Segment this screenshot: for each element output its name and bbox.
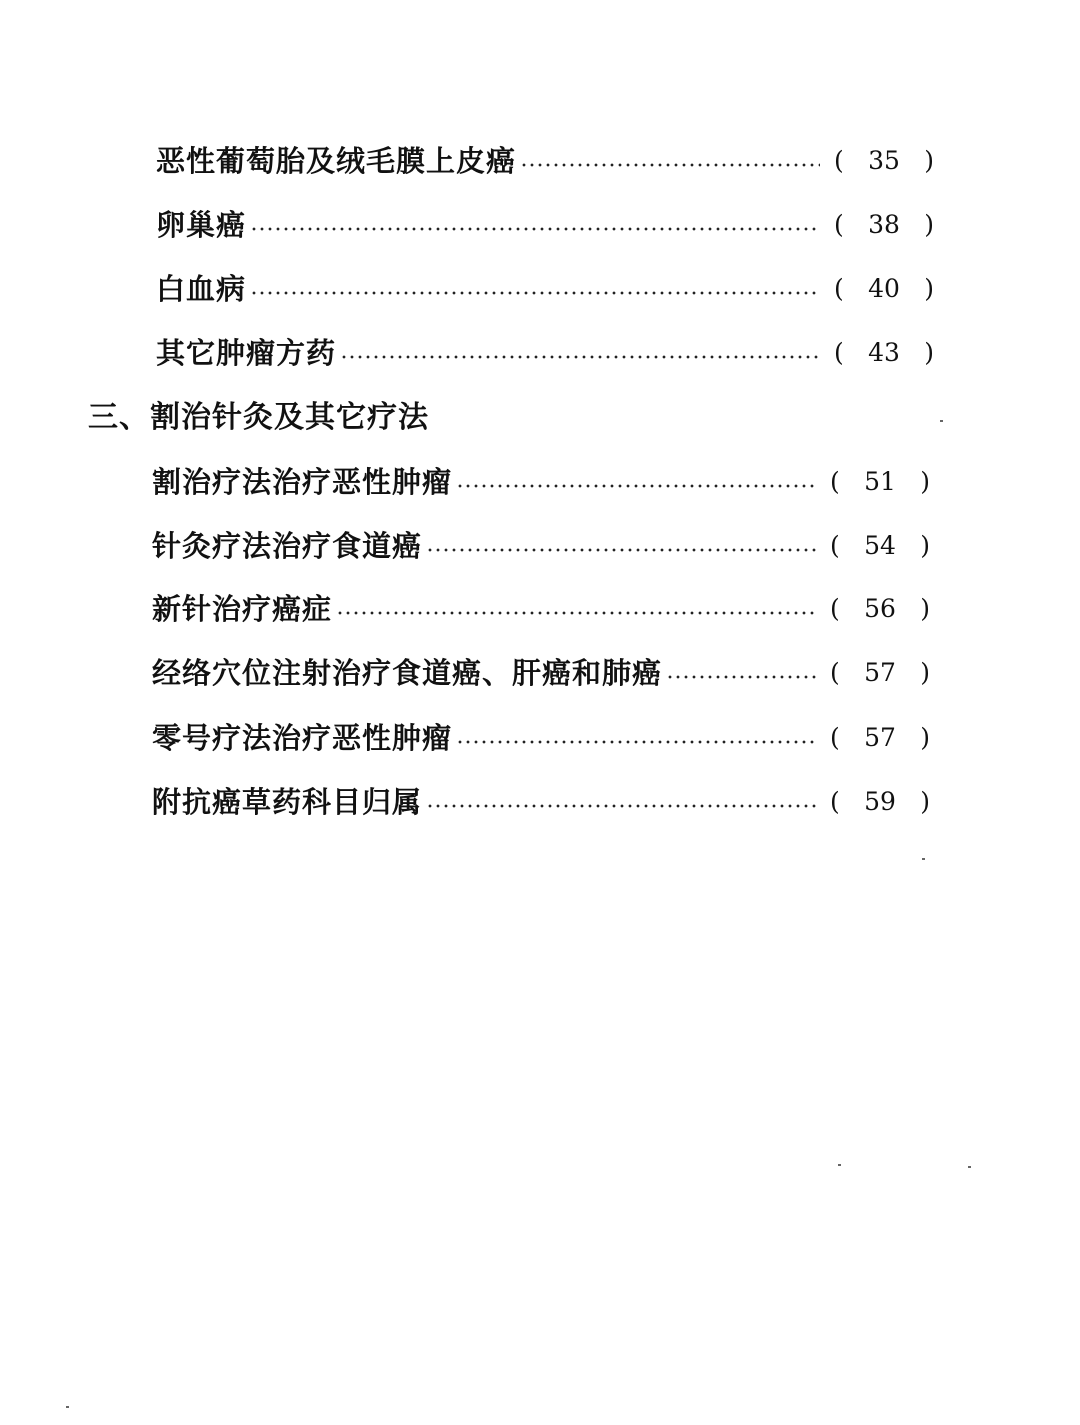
- toc-entry-page: [830, 587, 930, 631]
- toc-entry: [152, 524, 930, 568]
- page-close-paren: ): [924, 274, 934, 303]
- page-open-paren: (: [834, 210, 844, 239]
- toc-entry: [156, 203, 934, 247]
- toc-entry-page: [834, 139, 934, 183]
- toc-entry-page: [834, 267, 934, 311]
- page-open-paren: (: [834, 338, 844, 367]
- toc-entry-page: [830, 651, 930, 695]
- dot-leader: [426, 548, 816, 552]
- toc-entry: [156, 331, 934, 375]
- toc-entry: [152, 460, 930, 504]
- scan-speck: [922, 858, 925, 860]
- dot-leader: [250, 291, 820, 295]
- toc-entry-page: [830, 524, 930, 568]
- toc-entry-title: 附抗癌草药科目归属: [152, 785, 423, 819]
- toc-entry-page: [830, 780, 930, 824]
- toc-entry-title: 零号疗法治疗恶性肿瘤: [152, 721, 453, 755]
- page-open-paren: (: [830, 787, 840, 816]
- page-number: 56: [864, 594, 896, 623]
- page-close-paren: ): [924, 338, 934, 367]
- page-number: 57: [864, 723, 896, 752]
- toc-entry-title: 白血病: [156, 272, 247, 306]
- toc-entry: [156, 139, 934, 183]
- section-heading: 三、割治针灸及其它疗法: [88, 400, 429, 435]
- page-open-paren: (: [830, 594, 840, 623]
- page-number: 54: [864, 531, 896, 560]
- toc-entry-title: 恶性葡萄胎及绒毛膜上皮癌: [156, 144, 517, 178]
- page-open-paren: (: [830, 658, 840, 687]
- dot-leader: [666, 675, 816, 679]
- page-number: 35: [868, 146, 900, 175]
- dot-leader: [250, 227, 820, 231]
- toc-entry: [156, 267, 934, 311]
- page-number: 51: [864, 467, 896, 496]
- dot-leader: [426, 804, 816, 808]
- scan-speck: [968, 1166, 971, 1168]
- page-number: 57: [864, 658, 896, 687]
- toc-entry: [152, 780, 930, 824]
- toc-entry-title: 割治疗法治疗恶性肿瘤: [152, 465, 453, 499]
- toc-entry-page: [834, 203, 934, 247]
- scan-speck: [940, 420, 943, 422]
- page-number: 59: [864, 787, 896, 816]
- page-close-paren: ): [920, 531, 930, 560]
- page-number: 43: [868, 338, 900, 367]
- page-close-paren: ): [920, 467, 930, 496]
- page-close-paren: ): [924, 146, 934, 175]
- page-close-paren: ): [924, 210, 934, 239]
- toc-entry: [152, 651, 930, 695]
- dot-leader: [456, 740, 816, 744]
- toc-entry-page: [834, 331, 934, 375]
- toc-entry-page: [830, 460, 930, 504]
- page-open-paren: (: [834, 146, 844, 175]
- toc-entry-page: [830, 716, 930, 760]
- toc-entry: [152, 716, 930, 760]
- dot-leader: [520, 163, 820, 167]
- page-open-paren: (: [834, 274, 844, 303]
- page-open-paren: (: [830, 467, 840, 496]
- page-number: 38: [868, 210, 900, 239]
- page-close-paren: ): [920, 594, 930, 623]
- page-open-paren: (: [830, 531, 840, 560]
- toc-entry-title: 针灸疗法治疗食道癌: [152, 529, 423, 563]
- page-open-paren: (: [830, 723, 840, 752]
- dot-leader: [340, 355, 820, 359]
- toc-entry-title: 其它肿瘤方药: [156, 336, 337, 370]
- page-number: 40: [868, 274, 900, 303]
- toc-entry-title: 卵巢癌: [156, 208, 247, 242]
- page-close-paren: ): [920, 658, 930, 687]
- scan-speck: [66, 1406, 69, 1408]
- toc-entry: [152, 587, 930, 631]
- toc-entry-title: 经络穴位注射治疗食道癌、肝癌和肺癌: [152, 656, 663, 690]
- toc-entry-title: 新针治疗癌症: [152, 592, 333, 626]
- page-close-paren: ): [920, 787, 930, 816]
- dot-leader: [456, 484, 816, 488]
- scan-speck: [838, 1164, 841, 1166]
- page-close-paren: ): [920, 723, 930, 752]
- dot-leader: [336, 611, 816, 615]
